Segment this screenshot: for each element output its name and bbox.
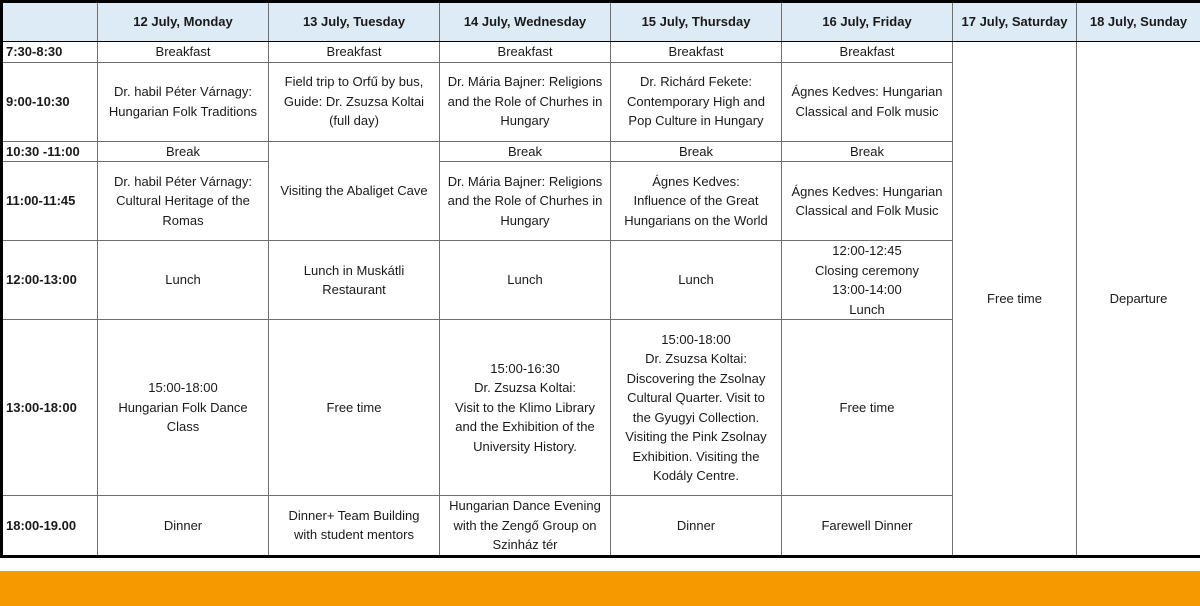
- schedule-cell: [269, 496, 440, 557]
- cell-line: the Gyugyi Collection.: [632, 409, 760, 425]
- schedule-cell: Breakfast: [269, 42, 440, 63]
- cell-line: Cultural Quarter. Visit to: [627, 390, 765, 405]
- cell-line: and the Role of Churhes in: [447, 93, 603, 109]
- day-header-friday: 16 July, Friday: [782, 2, 953, 42]
- cell-line: with the Zengő Group on: [453, 517, 597, 533]
- schedule-cell: [611, 320, 782, 496]
- schedule-cell: [98, 162, 269, 241]
- schedule-cell: Breakfast: [440, 42, 611, 63]
- cell-line: Hungarian Folk Traditions: [108, 103, 258, 119]
- cell-line: Szinház tér: [492, 537, 558, 552]
- time-slot: 9:00-10:30: [2, 62, 98, 141]
- cell-line: Dr. Zsuzsa Koltai:: [645, 351, 747, 366]
- cell-line: Restaurant: [322, 282, 386, 297]
- time-slot: 11:00-11:45: [2, 162, 98, 241]
- cell-line: Lunch: [849, 301, 885, 317]
- cell-line: Exhibition. Visiting the: [632, 448, 760, 464]
- schedule-cell: Free time: [782, 320, 953, 496]
- saturday-free-time-cell: Free time: [953, 42, 1077, 557]
- cell-line: Hungarians on the World: [624, 212, 768, 228]
- schedule-cell: [782, 162, 953, 241]
- schedule-cell: Lunch: [611, 241, 782, 320]
- cell-line: Lunch in Muskátli: [303, 262, 405, 278]
- day-header-thursday: 15 July, Thursday: [611, 2, 782, 42]
- cell-line: Pop Culture in Hungary: [628, 113, 764, 129]
- time-slot: 12:00-13:00: [2, 241, 98, 320]
- time-slot: 10:30 -11:00: [2, 141, 98, 162]
- cell-line: Cultural Heritage of the: [116, 193, 250, 209]
- schedule-cell: Farewell Dinner: [782, 496, 953, 557]
- schedule-cell: [98, 320, 269, 496]
- cell-line: Ágnes Kedves:: [652, 173, 740, 189]
- schedule-cell: [782, 62, 953, 141]
- cell-line: Discovering the Zsolnay: [626, 370, 766, 386]
- schedule-cell: [269, 62, 440, 141]
- cell-line: Hungarian Folk Dance: [118, 399, 248, 415]
- cell-line: Field trip to Orfű by bus,: [284, 74, 424, 90]
- schedule-cell: Dinner: [611, 496, 782, 557]
- schedule-cell: Lunch: [440, 241, 611, 320]
- cell-line: Dr. Mária Bajner: Religions: [447, 173, 603, 189]
- schedule-cell: Free time: [269, 320, 440, 496]
- schedule-cell: [440, 496, 611, 557]
- cell-line: Class: [166, 419, 200, 435]
- cell-line: Hungary: [500, 212, 550, 228]
- cell-line: Visit to the Klimo Library: [455, 399, 595, 415]
- time-slot: 18:00-19.00: [2, 496, 98, 557]
- day-header-wednesday: 14 July, Wednesday: [440, 2, 611, 42]
- day-header-saturday: 17 July, Saturday: [953, 2, 1077, 42]
- cell-line: 13:00-14:00: [832, 282, 902, 297]
- cell-line: Dr. Mária Bajner: Religions: [447, 74, 603, 90]
- cell-line: Dr. habil Péter Várnagy:: [113, 173, 253, 189]
- cell-line: Classical and Folk music: [795, 103, 939, 119]
- cell-line: with student mentors: [294, 527, 414, 543]
- cell-line: (full day): [329, 113, 379, 129]
- cell-line: Visiting the Pink Zsolnay: [625, 429, 767, 444]
- cell-line: Ágnes Kedves: Hungarian: [791, 183, 943, 199]
- schedule-cell: Break: [440, 141, 611, 162]
- cell-line: Hungarian Dance Evening: [449, 498, 601, 513]
- schedule-cell: Break: [611, 141, 782, 162]
- schedule-cell: [440, 162, 611, 241]
- time-slot: 13:00-18:00: [2, 320, 98, 496]
- cell-line: 12:00-12:45: [832, 243, 902, 258]
- accent-footer-bar: [0, 571, 1200, 606]
- cell-line: Contemporary High and: [626, 93, 766, 109]
- cell-line: Dr. Zsuzsa Koltai:: [474, 380, 576, 396]
- day-header-monday: 12 July, Monday: [98, 2, 269, 42]
- day-header-tuesday: 13 July, Tuesday: [269, 2, 440, 42]
- header-row: [2, 2, 1200, 42]
- schedule-cell: [611, 62, 782, 141]
- cell-line: Influence of the Great: [633, 193, 759, 209]
- table-row: [2, 42, 1200, 63]
- cell-line: University History.: [473, 438, 577, 454]
- cell-line: Classical and Folk Music: [795, 203, 939, 218]
- cell-line: Closing ceremony: [814, 262, 920, 278]
- cell-line: 15:00-18:00: [661, 331, 731, 347]
- header-corner: [2, 2, 98, 42]
- schedule-cell: Breakfast: [611, 42, 782, 63]
- cell-line: Hungary: [500, 113, 550, 129]
- cell-line: and the Exhibition of the: [455, 419, 595, 435]
- time-slot: 7:30-8:30: [2, 42, 98, 63]
- cell-line: 15:00-18:00: [148, 380, 218, 396]
- schedule-cell: Breakfast: [782, 42, 953, 63]
- schedule-cell: [440, 320, 611, 496]
- cell-line: Dinner+ Team Building: [288, 507, 420, 523]
- sunday-departure-cell: Departure: [1077, 42, 1200, 557]
- cell-line: Romas: [162, 212, 204, 228]
- cell-line: Kodály Centre.: [653, 468, 739, 483]
- schedule-cell: Break: [782, 141, 953, 162]
- cell-line: Dr. Richárd Fekete:: [640, 74, 752, 90]
- schedule-cell: [782, 241, 953, 320]
- schedule-cell: [611, 162, 782, 241]
- schedule-cell: Lunch: [98, 241, 269, 320]
- schedule-cell: [98, 62, 269, 141]
- cell-line: Dr. habil Péter Várnagy:: [113, 84, 253, 99]
- day-header-sunday: 18 July, Sunday: [1077, 2, 1200, 42]
- cell-line: and the Role of Churhes in: [447, 193, 603, 209]
- schedule-cell: [269, 241, 440, 320]
- schedule-cell: Break: [98, 141, 269, 162]
- schedule-cell: Breakfast: [98, 42, 269, 63]
- schedule-cell: Dinner: [98, 496, 269, 557]
- schedule-cell: Visiting the Abaliget Cave: [269, 141, 440, 241]
- cell-line: 15:00-16:30: [490, 360, 560, 376]
- cell-line: Ágnes Kedves: Hungarian: [791, 84, 943, 99]
- cell-line: Guide: Dr. Zsuzsa Koltai: [283, 93, 425, 109]
- schedule-cell: [440, 62, 611, 141]
